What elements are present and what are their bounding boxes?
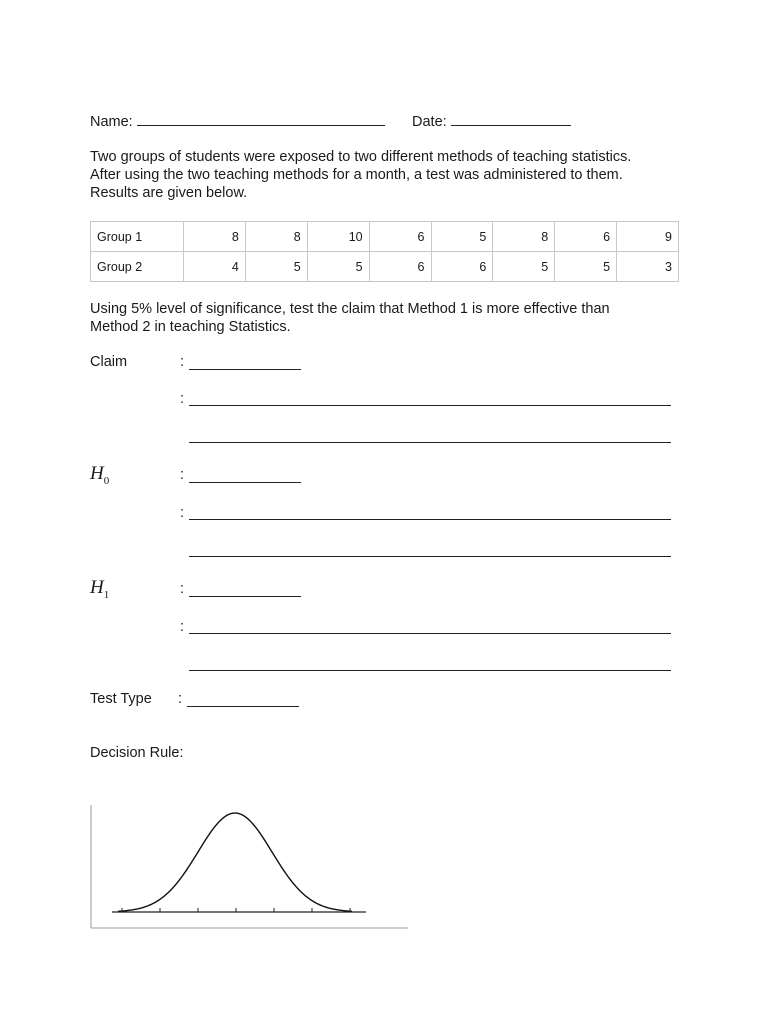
question-paragraph	[90, 300, 700, 336]
table-cell: 5	[307, 252, 369, 282]
h0-symbol: H	[90, 463, 104, 484]
claim-statement-field[interactable]	[189, 405, 671, 406]
table-row	[91, 252, 679, 282]
h0-statement-field[interactable]	[189, 519, 671, 520]
table-row	[91, 222, 679, 252]
colon: :	[178, 691, 183, 707]
colon: :	[180, 581, 185, 597]
question-line: Method 2 in teaching Statistics.	[90, 319, 291, 335]
table-cell: 8	[245, 222, 307, 252]
h0-statement-field-2[interactable]	[189, 556, 671, 557]
intro-line: Results are given below.	[90, 185, 248, 201]
table-cell: 5	[555, 252, 617, 282]
h1-short-field[interactable]	[189, 596, 301, 597]
table-cell: 6	[369, 252, 431, 282]
colon: :	[180, 354, 185, 370]
intro-line: After using the two teaching methods for a month, a test was administered to them.	[90, 167, 623, 183]
h1-statement-field[interactable]	[189, 633, 671, 634]
bell-curve	[118, 813, 352, 911]
date-line	[412, 111, 571, 131]
table-cell: 6	[431, 252, 493, 282]
claim-statement-field-2[interactable]	[189, 442, 671, 443]
decision-rule-label: Decision Rule:	[90, 745, 184, 761]
name-line	[90, 111, 385, 131]
h1-statement-field-2[interactable]	[189, 670, 671, 671]
h1-subscript: 1	[103, 588, 110, 601]
row-label: Group 1	[91, 222, 184, 252]
h1-label	[90, 577, 109, 601]
h1-symbol: H	[90, 577, 104, 598]
h0-short-field[interactable]	[189, 482, 301, 483]
h0-label	[90, 463, 109, 487]
table-cell: 10	[307, 222, 369, 252]
h0-subscript: 0	[103, 474, 110, 487]
test-type-field[interactable]	[187, 706, 299, 707]
table-cell: 8	[184, 222, 246, 252]
question-line: Using 5% level of significance, test the claim that Method 1 is more effective than	[90, 301, 610, 317]
intro-line: Two groups of students were exposed to two different methods of teaching statistics.	[90, 149, 632, 165]
date-field[interactable]	[451, 111, 571, 126]
table-cell: 8	[493, 222, 555, 252]
test-type-label: Test Type	[90, 691, 152, 707]
results-table	[90, 221, 679, 282]
table-cell: 5	[245, 252, 307, 282]
claim-label: Claim	[90, 354, 128, 370]
colon: :	[180, 619, 185, 635]
date-label: Date:	[412, 114, 447, 130]
table-cell: 5	[493, 252, 555, 282]
table-cell: 9	[617, 222, 679, 252]
name-label: Name:	[90, 114, 133, 130]
colon: :	[180, 467, 185, 483]
colon: :	[180, 505, 185, 521]
intro-paragraph	[90, 148, 700, 202]
table-cell: 3	[617, 252, 679, 282]
table-cell: 6	[555, 222, 617, 252]
colon: :	[180, 391, 185, 407]
name-field[interactable]	[137, 111, 385, 126]
normal-curve-diagram	[90, 805, 410, 931]
table-cell: 5	[431, 222, 493, 252]
row-label: Group 2	[91, 252, 184, 282]
table-cell: 4	[184, 252, 246, 282]
table-cell: 6	[369, 222, 431, 252]
claim-short-field[interactable]	[189, 369, 301, 370]
